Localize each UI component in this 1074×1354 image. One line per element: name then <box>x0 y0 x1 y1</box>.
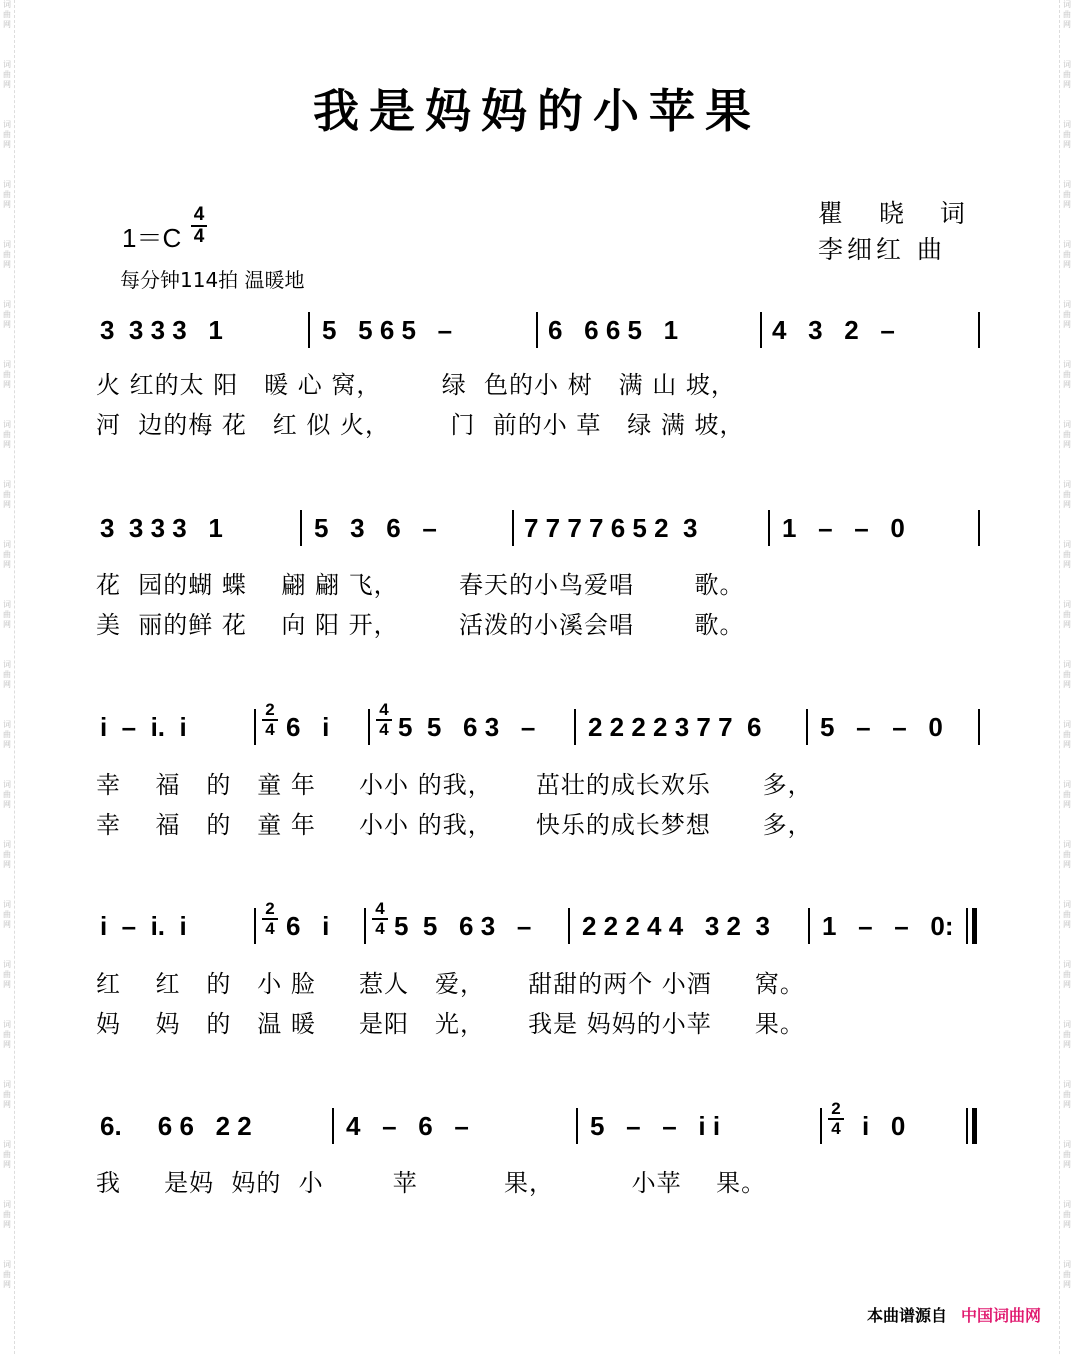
watermark-text: 词 曲 网 <box>3 60 11 89</box>
watermark-text: 词 曲 网 <box>3 180 11 209</box>
credits <box>818 196 979 268</box>
watermark-text: 词 曲 网 <box>3 540 11 569</box>
watermark-text: 词 曲 网 <box>1063 60 1071 89</box>
inline-time-signature: 2 4 <box>262 701 278 739</box>
watermark-text: 词 曲 网 <box>3 1020 11 1049</box>
measure: i – i. i <box>100 712 187 742</box>
watermark-text: 词 曲 网 <box>3 1080 11 1109</box>
music-system-1 <box>0 310 1074 370</box>
measure: 6 i <box>286 712 330 742</box>
watermark-text: 词 曲 网 <box>1063 120 1071 149</box>
watermark-text: 词 曲 网 <box>3 240 11 269</box>
measure: 2 2 2 4 4 3 2 3 <box>582 911 770 941</box>
time-signature <box>191 205 207 247</box>
watermark-text: 词 曲 网 <box>3 780 11 809</box>
measure: 4 3 2 – <box>772 315 895 345</box>
watermark-text: 词 曲 网 <box>3 0 11 29</box>
music-system-5 <box>0 1099 1074 1166</box>
source-label: 本曲谱源自 <box>866 1306 947 1325</box>
lyricist-credit: 瞿 晓 词 <box>818 199 979 228</box>
watermark-text: 词 曲 网 <box>1063 1200 1071 1229</box>
watermark-text: 词 曲 网 <box>1063 240 1071 269</box>
watermark-text: 词 曲 网 <box>3 600 11 629</box>
watermark-text: 词 曲 网 <box>1063 720 1071 749</box>
watermark-text: 词 曲 网 <box>1063 660 1071 689</box>
time-signature-top: 4 <box>193 204 205 225</box>
measure: 6. 6 6 2 2 <box>100 1111 252 1141</box>
measure: 2 2 2 2 3 7 7 6 <box>588 712 762 742</box>
watermark-text: 词 曲 网 <box>1063 960 1071 989</box>
lyric-line: 幸 福 的 童 年 小小 的我， 快乐的成长梦想 多， <box>96 811 813 839</box>
measure: 5 3 6 – <box>314 513 437 543</box>
measure: 1 – – 0 <box>782 513 905 543</box>
inline-time-signature: 4 4 <box>372 900 388 938</box>
inline-time-signature: 4 4 <box>376 701 392 739</box>
watermark-text: 词 曲 网 <box>3 120 11 149</box>
watermark-text: 词 曲 网 <box>3 720 11 749</box>
watermark-text: 词 曲 网 <box>3 1200 11 1229</box>
measure: 5 – – i i <box>590 1111 721 1141</box>
tempo-marking: 每分钟114拍 温暖地 <box>120 268 305 292</box>
footer-source <box>867 1303 1041 1326</box>
measure: 5 – – 0 <box>820 712 943 742</box>
key-signature: 1＝C <box>122 223 182 253</box>
watermark-text: 词 曲 网 <box>3 660 11 689</box>
inline-time-signature: 2 4 <box>828 1100 844 1138</box>
measure: 5 5 6 5 – <box>322 315 453 345</box>
lyric-line: 花 园的蝴 蝶 翩 翩 飞， 春天的小鸟爱唱 歌。 <box>96 571 745 599</box>
watermark-text: 词 曲 网 <box>1063 0 1071 29</box>
measure: i 0 <box>862 1111 906 1141</box>
watermark-text: 词 曲 网 <box>3 960 11 989</box>
lyric-line: 美 丽的鲜 花 向 阳 开， 活泼的小溪会唱 歌。 <box>96 611 745 639</box>
lyric-line: 河 边的梅 花 红 似 火， 门 前的小 草 绿 满 坡， <box>96 411 745 439</box>
watermark-text: 词 曲 网 <box>3 1140 11 1169</box>
measure: 5 5 6 3 – <box>394 911 532 941</box>
lyric-line: 红 红 的 小 脸 惹人 爱， 甜甜的两个 小酒 窝。 <box>96 970 805 998</box>
music-system-4 <box>0 899 1074 966</box>
composer-credit: 李细红 曲 <box>818 235 946 264</box>
watermark-text: 词 曲 网 <box>1063 300 1071 329</box>
watermark-text: 词 曲 网 <box>1063 600 1071 629</box>
watermark-text: 词 曲 网 <box>1063 540 1071 569</box>
watermark-text: 词 曲 网 <box>1063 900 1071 929</box>
watermark-text: 词 曲 网 <box>3 900 11 929</box>
measure: i – i. i <box>100 911 187 941</box>
watermark-text: 词 曲 网 <box>1063 1260 1071 1289</box>
watermark-text: 词 曲 网 <box>1063 780 1071 809</box>
brand-link[interactable]: 中国词曲网 <box>960 1306 1041 1325</box>
watermark-text: 词 曲 网 <box>3 480 11 509</box>
watermark-text: 词 曲 网 <box>1063 1020 1071 1049</box>
inline-time-signature: 2 4 <box>262 900 278 938</box>
measure: 5 5 6 3 – <box>398 712 536 742</box>
watermark-text: 词 曲 网 <box>3 840 11 869</box>
measure: 3 3 3 3 1 <box>100 513 223 543</box>
music-system-3 <box>0 700 1074 767</box>
lyric-line: 我 是妈 妈的 小 苹 果， 小苹 果。 <box>96 1169 767 1197</box>
watermark-text: 词 曲 网 <box>3 300 11 329</box>
time-signature-bottom: 4 <box>193 226 205 247</box>
measure: 3 3 3 3 1 <box>100 315 223 345</box>
music-system-2 <box>0 508 1074 568</box>
watermark-text: 词 曲 网 <box>1063 840 1071 869</box>
measure: 6 6 6 5 1 <box>548 315 679 345</box>
measure: 4 – 6 – <box>346 1111 469 1141</box>
watermark-text: 词 曲 网 <box>3 360 11 389</box>
measure: 1 – – 0: <box>822 911 954 941</box>
watermark-text: 词 曲 网 <box>3 420 11 449</box>
lyric-line: 幸 福 的 童 年 小小 的我， 茁壮的成长欢乐 多， <box>96 771 813 799</box>
measure: 6 i <box>286 911 330 941</box>
measure: 7 7 7 7 6 5 2 3 <box>524 513 698 543</box>
watermark-text: 词 曲 网 <box>1063 1140 1071 1169</box>
lyric-line: 火 红的太 阳 暖 心 窝， 绿 色的小 树 满 山 坡， <box>96 371 736 399</box>
page-title: 我是妈妈的小苹果 <box>313 84 761 138</box>
lyric-line: 妈 妈 的 温 暖 是阳 光， 我是 妈妈的小苹 果。 <box>96 1010 805 1038</box>
watermark-text: 词 曲 网 <box>1063 420 1071 449</box>
watermark-text: 词 曲 网 <box>1063 180 1071 209</box>
watermark-text: 词 曲 网 <box>3 1260 11 1289</box>
watermark-text: 词 曲 网 <box>1063 1080 1071 1109</box>
watermark-text: 词 曲 网 <box>1063 360 1071 389</box>
watermark-text: 词 曲 网 <box>1063 480 1071 509</box>
